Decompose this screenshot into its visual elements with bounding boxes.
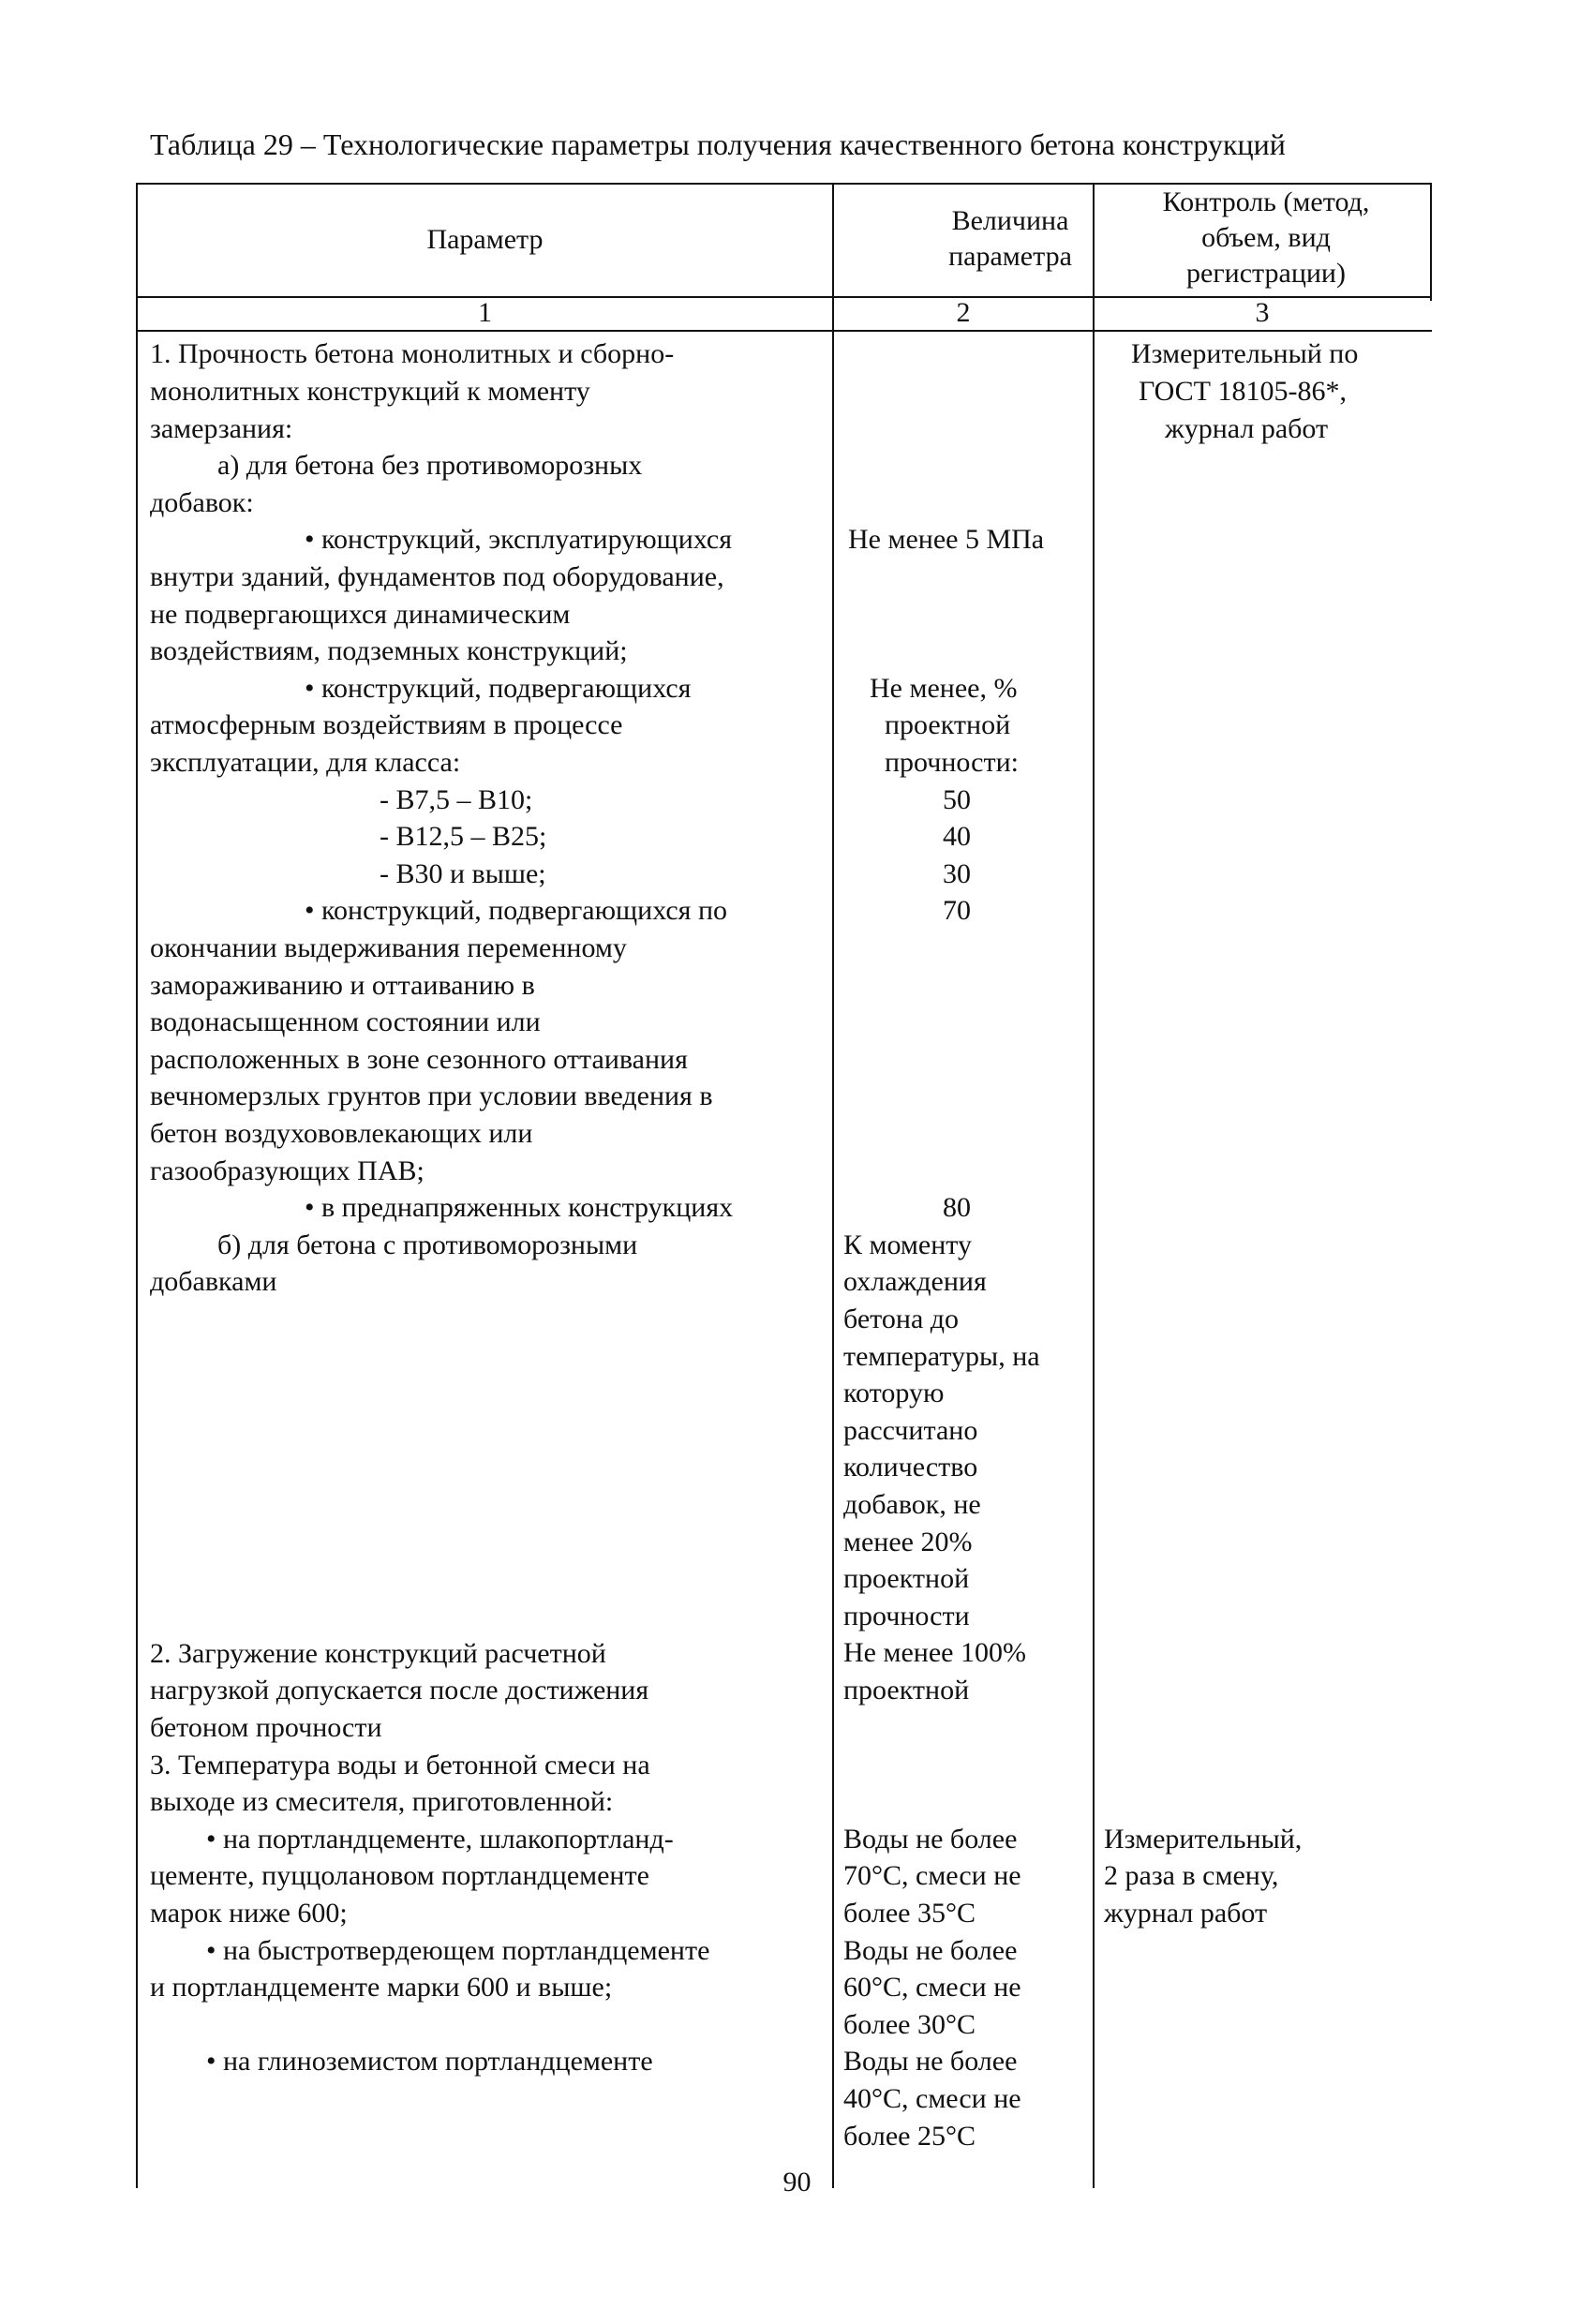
param-line: газообразующих ПАВ; xyxy=(150,1155,425,1186)
column-numbers-bottom-line xyxy=(136,330,1432,332)
value-line: 40 xyxy=(943,821,971,852)
param-line: замораживанию и оттаиванию в xyxy=(150,970,535,1001)
column-number-3: 3 xyxy=(1255,297,1270,328)
value-line: 70°С, смеси не xyxy=(843,1860,1021,1891)
param-line: - В30 и выше; xyxy=(380,858,546,889)
param-line: • конструкций, подвергающихся xyxy=(305,673,692,704)
page-number: 90 xyxy=(782,2167,812,2197)
control-line: журнал работ xyxy=(1104,1898,1268,1929)
param-line: • конструкций, эксплуатирующихся xyxy=(305,524,733,555)
control-line: ГОСТ 18105-86*, xyxy=(1139,376,1347,407)
value-line: 30 xyxy=(943,858,971,889)
param-line: и портландцементе марки 600 и выше; xyxy=(150,1972,613,2003)
value-line: более 25°С xyxy=(843,2121,976,2152)
value-line: прочности xyxy=(843,1601,970,1631)
table-divider-col2 xyxy=(1093,183,1095,2188)
param-line: расположенных в зоне сезонного оттаивания xyxy=(150,1044,688,1075)
param-line: • на быстротвердеющем портландцементе xyxy=(206,1935,710,1966)
param-line: эксплуатации, для класса: xyxy=(150,747,461,778)
control-line: Измерительный, xyxy=(1104,1824,1303,1855)
param-line: • конструкций, подвергающихся по xyxy=(305,895,727,926)
value-line: менее 20% xyxy=(843,1527,973,1557)
value-line: которую xyxy=(843,1378,945,1408)
param-line: внутри зданий, фундаментов под оборудование, xyxy=(150,561,724,592)
column-number-2: 2 xyxy=(956,297,971,328)
column-number-1: 1 xyxy=(478,297,492,328)
param-line: замерзания: xyxy=(150,413,293,444)
value-line: Воды не более xyxy=(843,1824,1018,1855)
value-line: 40°С, смеси не xyxy=(843,2083,1021,2114)
param-line: б) для бетона с противоморозными xyxy=(217,1229,638,1260)
param-line: добавок: xyxy=(150,487,254,518)
header-value: Величина параметра xyxy=(948,205,1072,272)
control-line: 2 раза в смену, xyxy=(1104,1860,1279,1891)
param-line: 3. Температура воды и бетонной смеси на xyxy=(150,1750,650,1780)
value-line: проектной xyxy=(843,1563,970,1594)
param-line: воздействиям, подземных конструкций; xyxy=(150,635,628,666)
control-line: журнал работ xyxy=(1165,413,1329,444)
value-line: 60°С, смеси не xyxy=(843,1972,1021,2003)
table-border-right xyxy=(1430,183,1432,301)
table-caption: Таблица 29 – Технологические параметры получения качественного бетона конструкций xyxy=(150,127,1286,161)
param-line: нагрузкой допускается после достижения xyxy=(150,1675,649,1706)
value-line: Не менее, % xyxy=(870,673,1018,704)
value-line: 70 xyxy=(943,895,971,926)
param-line: атмосферным воздействиям в процессе xyxy=(150,709,623,740)
value-line: Воды не более xyxy=(843,2046,1018,2077)
value-line: Не менее 5 МПа xyxy=(848,524,1045,555)
param-line: бетон воздухововлекающих или xyxy=(150,1118,533,1149)
param-line: вечномерзлых грунтов при условии введения в xyxy=(150,1080,713,1111)
value-line: более 30°С xyxy=(843,2009,976,2040)
param-line: не подвергающихся динамическим xyxy=(150,599,571,630)
table-divider-col1 xyxy=(832,183,834,2188)
header-control: Контроль (метод, объем, вид регистрации) xyxy=(1162,186,1370,289)
param-line: марок ниже 600; xyxy=(150,1898,348,1929)
param-line: добавками xyxy=(150,1266,277,1297)
value-line: 80 xyxy=(943,1192,971,1223)
param-line: водонасыщенном состоянии или xyxy=(150,1006,541,1037)
value-line: температуры, на xyxy=(843,1341,1040,1372)
param-line: 2. Загружение конструкций расчетной xyxy=(150,1638,606,1669)
param-line: а) для бетона без противоморозных xyxy=(217,450,643,481)
param-line: бетоном прочности xyxy=(150,1712,382,1743)
control-line: Измерительный по xyxy=(1131,338,1359,369)
value-line: добавок, не xyxy=(843,1489,981,1520)
param-line: • на глиноземистом портландцементе xyxy=(206,2046,653,2077)
param-line: окончании выдерживания переменному xyxy=(150,932,627,963)
param-line: выходе из смесителя, приготовленной: xyxy=(150,1786,614,1817)
value-line: проектной xyxy=(885,709,1011,740)
value-line: проектной xyxy=(843,1675,970,1706)
value-line: Воды не более xyxy=(843,1935,1018,1966)
param-line: цементе, пуццолановом портландцементе xyxy=(150,1860,649,1891)
value-line: 50 xyxy=(943,784,971,815)
value-line: бетона до xyxy=(843,1304,960,1334)
value-line: Не менее 100% xyxy=(843,1637,1026,1668)
table-border-left xyxy=(136,183,138,2188)
header-parameter: Параметр xyxy=(426,224,544,255)
value-line: прочности: xyxy=(885,747,1019,778)
param-line: - В12,5 – В25; xyxy=(380,821,547,852)
param-line: • на портландцементе, шлакопортланд- xyxy=(206,1824,674,1855)
value-line: количество xyxy=(843,1452,978,1482)
value-line: более 35°С xyxy=(843,1898,976,1929)
value-line: охлаждения xyxy=(843,1266,987,1297)
param-line: монолитных конструкций к моменту xyxy=(150,376,590,407)
value-line: К моменту xyxy=(843,1229,972,1260)
value-line: рассчитано xyxy=(843,1415,978,1446)
param-line: • в преднапряженных конструкциях xyxy=(305,1192,734,1223)
param-line: - В7,5 – В10; xyxy=(380,784,533,815)
param-line: 1. Прочность бетона монолитных и сборно- xyxy=(150,338,675,369)
